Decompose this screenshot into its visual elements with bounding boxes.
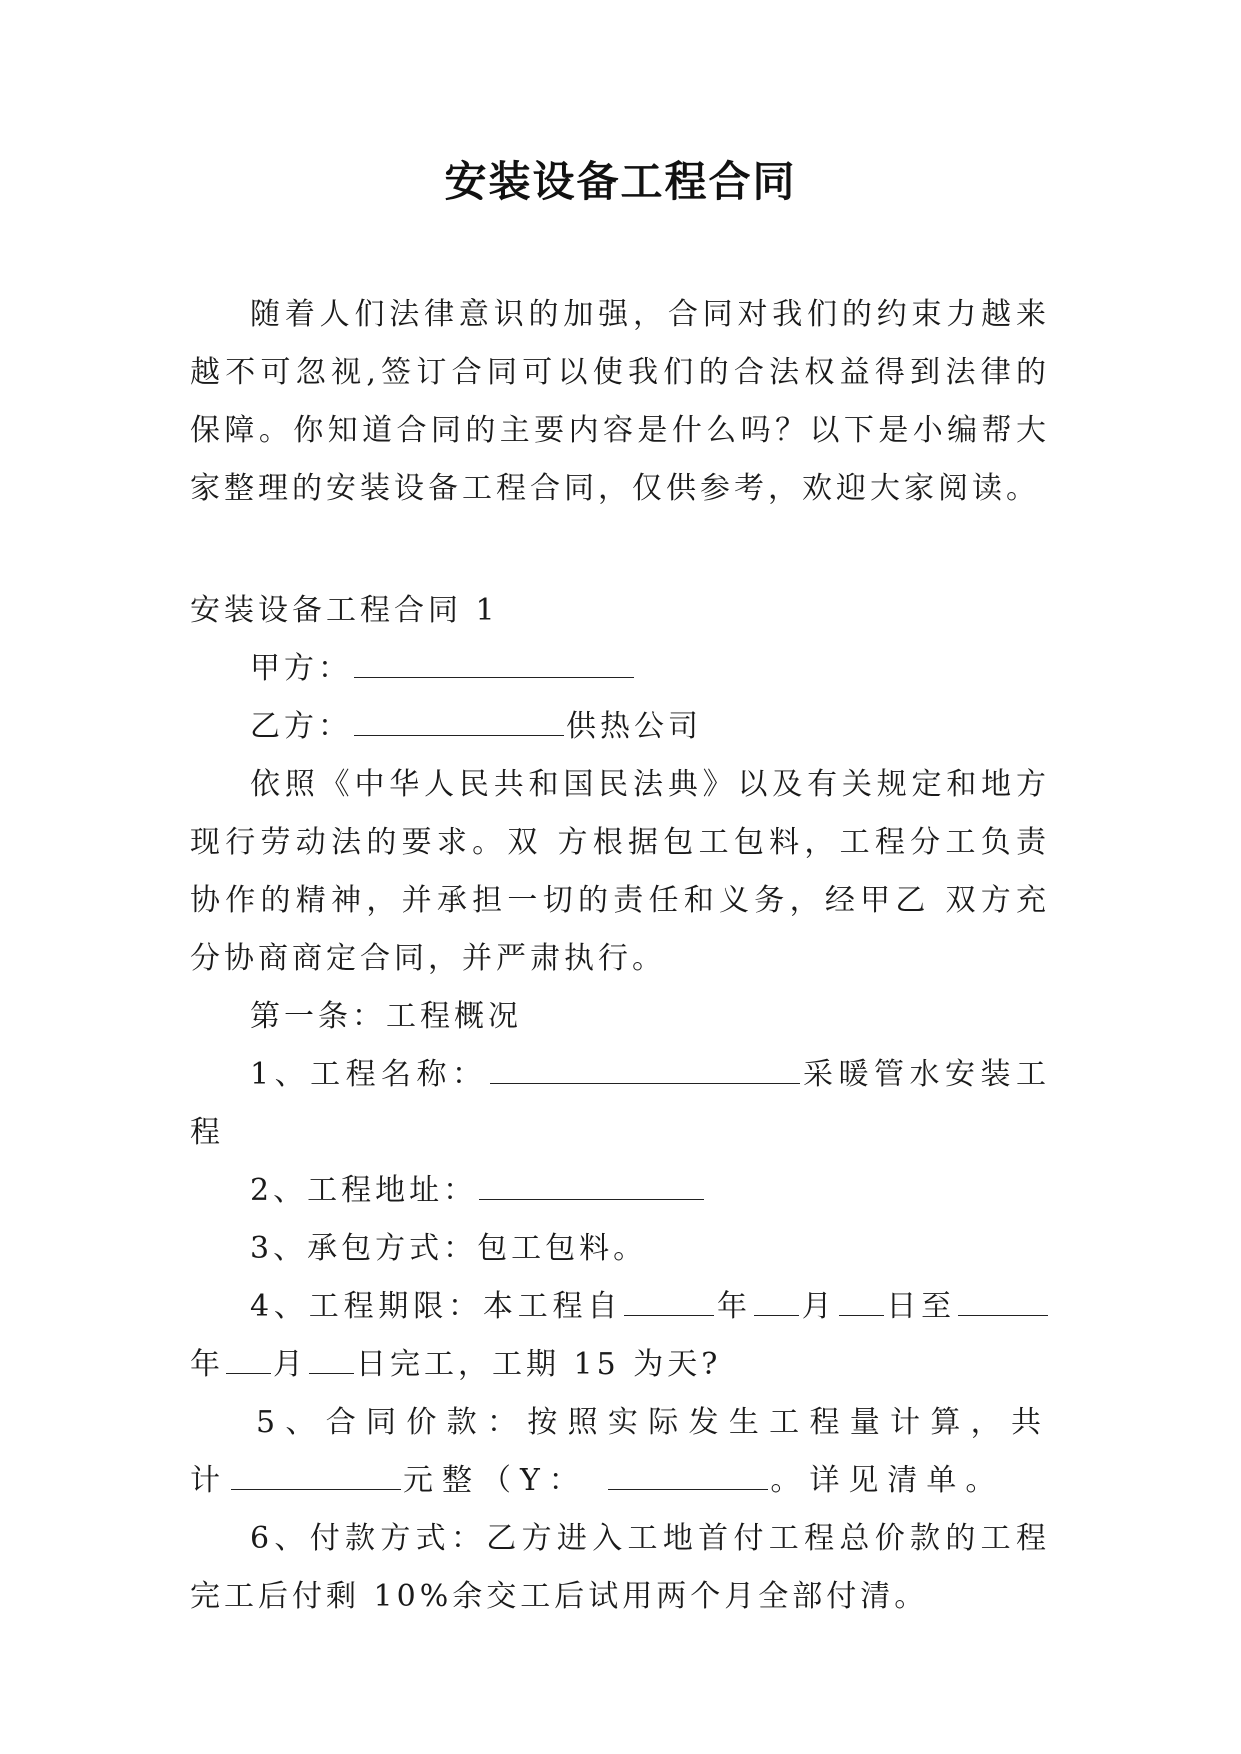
- end-day-blank: [309, 1349, 354, 1374]
- item1-line: [190, 1046, 1050, 1162]
- price-words-blank: [231, 1465, 401, 1490]
- item1-blank: [490, 1059, 800, 1084]
- party-b-line: [190, 698, 1050, 756]
- item5-prefix: 5、合同价款：按照实际发生工程量计算，共计: [190, 1405, 1050, 1498]
- start-year-blank: [624, 1291, 714, 1316]
- party-b-blank: [354, 711, 564, 736]
- item4-year2: 年: [190, 1347, 224, 1382]
- item1-label: 1、工程名称：: [250, 1057, 488, 1092]
- party-b-label: 乙方：: [250, 709, 352, 744]
- intro-section: [190, 286, 1050, 518]
- intro-paragraph: 随着人们法律意识的加强，合同对我们的约束力越来越不可忽视,签订合同可以使我们的合法权益得到法律的保障。你知道合同的主要内容是什么吗？以下是小编帮大家整理的安装设备工程合同，仅供参考，欢迎大家阅读。: [190, 297, 1050, 506]
- item4-suffix: 日完工，工期 15 为天?: [356, 1347, 722, 1382]
- item3-line: 3、承包方式：包工包料。: [250, 1231, 648, 1266]
- item4-line: [190, 1278, 1050, 1394]
- item4-year: 年: [716, 1289, 752, 1324]
- item2-label: 2、工程地址：: [250, 1173, 478, 1208]
- document-title: 安装设备工程合同: [444, 157, 797, 206]
- article1-heading: 第一条：工程概况: [250, 999, 522, 1034]
- contract-heading: 安装设备工程合同 1: [190, 593, 499, 628]
- party-a-label: 甲方：: [250, 651, 352, 686]
- item5-suffix: 。详见清单。: [770, 1463, 1005, 1498]
- price-amount-blank: [608, 1465, 768, 1490]
- item4-day-to: 日至: [885, 1289, 956, 1324]
- item5-middle: 元整（Y：: [403, 1463, 588, 1498]
- party-b-suffix: 供热公司: [566, 709, 702, 744]
- party-a-line: [190, 640, 1050, 698]
- item4-month2: 月: [273, 1347, 307, 1382]
- start-day-blank: [839, 1291, 884, 1316]
- party-a-blank: [354, 653, 634, 678]
- item2-blank: [479, 1175, 704, 1200]
- end-year-blank: [958, 1291, 1048, 1316]
- contract-section: [190, 582, 1050, 1626]
- item4-prefix: 4、工程期限：本工程自: [250, 1289, 623, 1324]
- item1-suffix: 采暖管水安装工程: [190, 1057, 1050, 1150]
- item6-line: 6、付款方式：乙方进入工地首付工程总价款的工程完工后付剩 10%余交工后试用两个月全部付清。: [190, 1521, 1050, 1614]
- start-month-blank: [754, 1291, 799, 1316]
- item4-month: 月: [800, 1289, 837, 1324]
- item2-line: [190, 1162, 1050, 1220]
- preamble-paragraph: 依照《中华人民共和国民法典》以及有关规定和地方现行劳动法的要求。双 方根据包工包料，工程分工负责协作的精神，并承担一切的责任和义务，经甲乙 双方充分协商商定合同，并严肃执行。: [190, 767, 1050, 976]
- end-month-blank: [226, 1349, 271, 1374]
- item5-line: [190, 1394, 1050, 1510]
